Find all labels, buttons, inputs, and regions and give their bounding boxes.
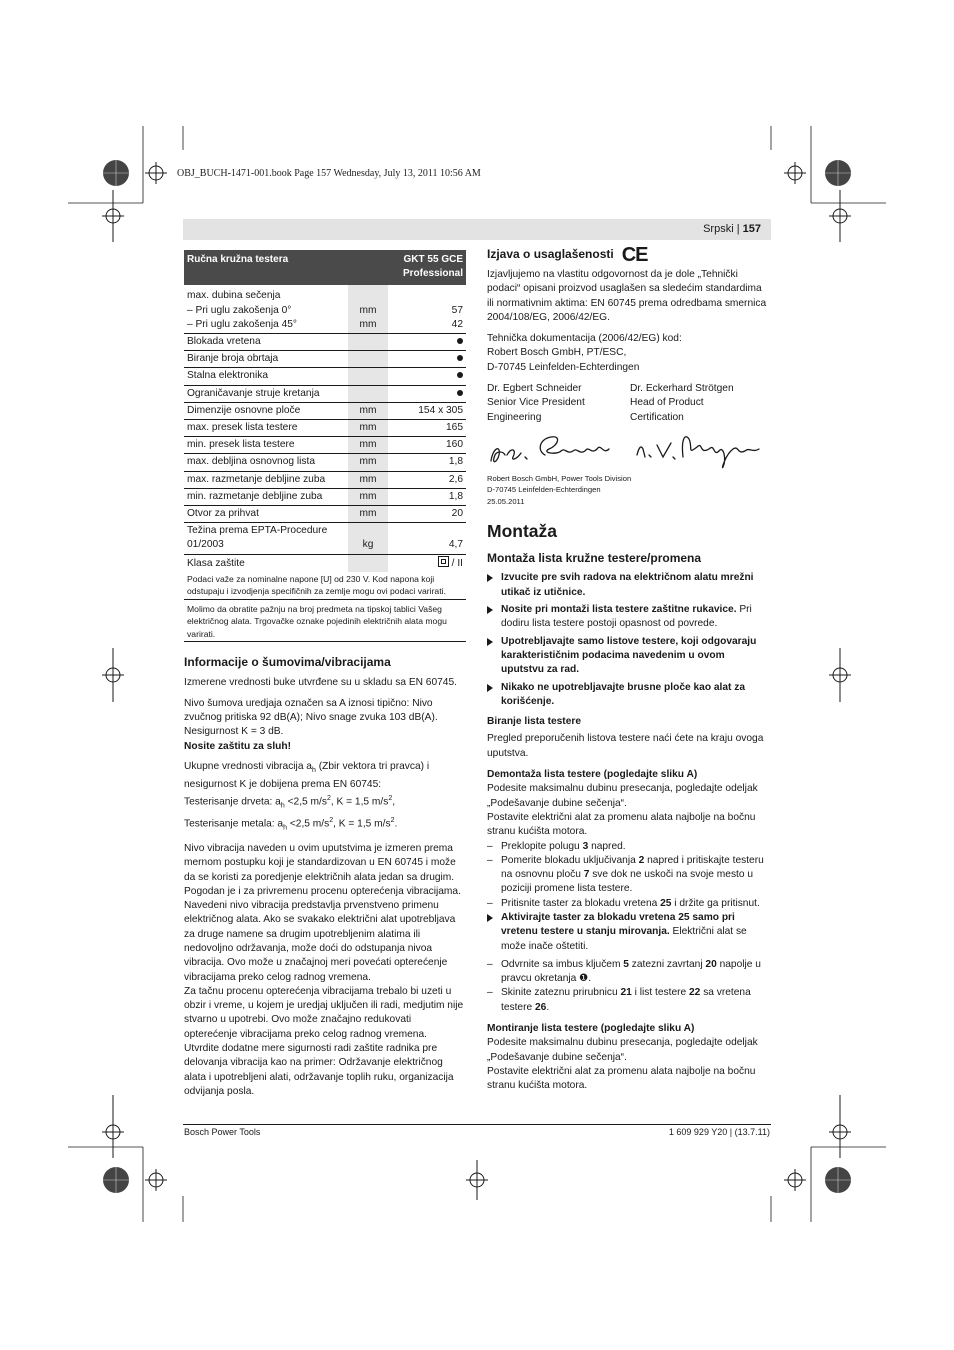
spec-row-speed-preselection: Biranje broja obrtaja <box>184 351 466 368</box>
removal-step-depth: Podesite maksimalnu dubinu presecanja, pogledajte odeljak „Podešavanje dubine sečenja“. <box>487 783 758 809</box>
spec-table-header <box>184 250 466 285</box>
footer-doc-number: 1 609 929 Y20 | (13.7.11) <box>668 1127 770 1137</box>
noise-p5: Nivo vibracija naveden u ovim uputstvima je izmeren prema mernom postupku koji je standardizovan u EN 60745 i može da se koristi za poredjenje električnih alata jedan sa drugim. Pogodan je i za privremenu procenu opterećenja vibracijama. Navedeni nivo vibracija predstavlja prvenstveno primenu električnog alata. Ako se svakako električni alat upotrebljava za druge namene sa drugim upotrebljenim alatima ili nedovoljno održavanja, može doći do odstupanja nivoa vibracija. Ovo može u značajnoj meri povećati opterećenje vibracijama preko celog radnog vremena. <box>184 842 461 983</box>
noise-p6: Za tačnu procenu opterećenja vibracijama trebalo bi uzeti u obzir i vreme, u kojem je uredjaj uključen ili radi, medjutim nije stvarno u upotrebi. Ovo može značajno redukovati opterećenje vibracijama preko celog radnog vremena. <box>184 985 464 1040</box>
footer-rule <box>183 1124 771 1125</box>
spec-row: max. razmetanje debljine zuba mm 2,6 <box>184 471 466 488</box>
conformity-heading: Izjava o usaglašenosti CE <box>487 244 648 266</box>
spec-table-title: Ručna kružna testera <box>184 250 348 285</box>
spec-row: max. debljina osnovnog lista mm 1,8 <box>184 454 466 471</box>
rotation-direction-icon: ❶ <box>579 973 589 985</box>
signatory-2: Dr. Eckerhard Strötgen Head of Product Certification <box>630 383 734 423</box>
vibration-intro: Ukupne vrednosti vibracija $a_h$ (Zbir vektora tri pravca) i nesigurnost K je dobijena prema EN 60745: <box>184 760 430 791</box>
arrow-bullet-icon <box>487 914 493 922</box>
mounting-step-position: Postavite električni alat za promenu alata najbolje na bočnu stranu kućišta motora. <box>487 1065 756 1092</box>
noise-p2: Nivo šumova uredjaja označen sa A iznosi tipično: Nivo zvučnog pritiska 92 dB(A); Nivo snage zvuka 103 dB(A). Nesigurnost K = 3 dB. <box>184 697 438 738</box>
spec-row: min. razmetanje debljine zuba mm 1,8 <box>184 488 466 505</box>
conformity-text: Izjavljujemo na vlastitu odgovornost da je dole „Tehnički podaci“ opisani proizvod usaglašen sa sledećim standardima ili normativnim aktima: EN 60745 prema odredbama smernica 2004/108/EG, 2006/42/EG. <box>487 269 767 323</box>
feature-dot-icon <box>457 372 463 378</box>
arrow-bullet-icon <box>487 684 493 692</box>
spec-row: Otvor za prihvat mm 20 <box>184 506 466 523</box>
mounting-step-depth: Podesite maksimalnu dubinu presecanja, pogledajte odeljak „Podešavanje dubine sečenja“. <box>487 1037 758 1063</box>
signatories <box>487 382 770 425</box>
warning-gloves: Nosite pri montaži lista testere zaštitne rukavice. Pri dodiru lista testere postoji opasnost od povrede. <box>487 603 770 632</box>
spec-row-spindle-lock: Blokada vretena <box>184 334 466 351</box>
handwritten-signatures <box>487 425 770 473</box>
warning-blades: Upotrebljavajte samo listove testere, koji odgovaraju karakterističnim podacima navedenim u ovom uputstvu za rad. <box>487 635 770 678</box>
page-header <box>183 219 771 240</box>
removal-step: – Odvrnite sa imbus ključem 5 zatezni zavrtanj 20 napolje u pravcu okretanja ❶. <box>487 958 761 985</box>
noise-heading: Informacije o šumovima/vibracijama <box>184 655 391 670</box>
spec-row-protection-class: Klasa zaštite / II <box>184 554 466 572</box>
warning-grinding-discs: Nikako ne upotrebljavajte brusne ploče kao alat za korišćenje. <box>487 681 770 710</box>
heading-blade-choice: Biranje lista testere <box>487 716 581 728</box>
technical-documentation: Tehnička dokumentacija (2006/42/EG) kod: Robert Bosch GmbH, PT/ESC, D-70745 Leinfelden-Echterdingen <box>487 333 682 373</box>
page-header-text <box>703 223 761 235</box>
protection-class-icon <box>438 556 449 567</box>
noise-p1: Izmerene vrednosti buke utvrđene su u skladu sa EN 60745. <box>184 677 457 689</box>
heading-blade-mounting: Montiranje lista testere (pogledajte sliku A) <box>487 1023 695 1035</box>
left-column <box>184 250 466 1099</box>
section-name: Srpski <box>703 223 734 235</box>
company-info: Robert Bosch GmbH, Power Tools Division D-70745 Leinfelden-Echterdingen 25.05.2011 <box>487 473 632 506</box>
signatory-1: Dr. Egbert Schneider Senior Vice President Engineering <box>487 383 585 423</box>
spec-note-voltage: Podaci važe za nominalne napone [U] od 230 V. Kod napona koji odstupaju i izvodjenja specifičnih za zemlje mogu ovi podaci varirati. <box>184 572 466 600</box>
section-heading-montaza: Montaža <box>487 521 557 542</box>
subsection-heading: Montaža lista kružne testere/promena <box>487 551 702 566</box>
arrow-bullet-icon <box>487 638 493 646</box>
header-separator: | <box>733 223 743 235</box>
spec-row-depth: max. dubina sečenja – Pri uglu zakošenja 0° – Pri uglu zakošenja 45° mm mm 57 42 <box>184 285 466 333</box>
arrow-bullet-icon <box>487 606 493 614</box>
vibration-metal: Testerisanje metala: $a_h <2,5$ $m/s^2$, K = 1,5 $m/s^2$. <box>184 817 398 832</box>
feature-dot-icon <box>457 355 463 361</box>
noise-p7: Utvrdite dodatne mere sigurnosti radi zaštite radnika pre delovanja vibracija kao na primer: Održavanje električnog alata i upotrebljeni alati, održavanje toplih ruku, organizacija odvijanja posla. <box>184 1043 454 1097</box>
spec-row-constant-electronics: Stalna elektronika <box>184 368 466 385</box>
warning-unplug: Izvucite pre svih radova na električnom alatu mrežni utikač iz utičnice. <box>487 571 770 600</box>
hearing-protection-warning: Nosite zaštitu za sluh! <box>184 740 291 752</box>
spec-row-starting-current-limit: Ograničavanje struje kretanja <box>184 385 466 402</box>
right-column <box>487 244 770 1094</box>
feature-dot-icon <box>457 390 463 396</box>
feature-dot-icon <box>457 338 463 344</box>
spec-table-model: GKT 55 GCE Professional <box>388 250 466 285</box>
blade-choice-text: Pregled preporučenih listova testere naći ćete na kraju ovoga uputstva. <box>487 733 764 759</box>
spec-row: Dimenzije osnovne ploče mm 154 x 305 <box>184 402 466 419</box>
removal-step: – Pomerite blokadu uključivanja 2 napred i pritiskajte testeru na osnovnu ploču 7 sve dok ne uskoči na svoje mesto u poziciji promene lista testere. <box>487 854 764 895</box>
warning-spindle-lock: Aktivirajte taster za blokadu vretena 25 samo pri vretenu testere u stanju mirovanja. Električni alat se može inače oštetiti. <box>487 911 770 954</box>
removal-step: – Pritisnite taster za blokadu vretena 25 i držite ga pritisnut. <box>487 897 760 909</box>
page-number: 157 <box>742 223 761 235</box>
spec-row: max. presek lista testere mm 165 <box>184 420 466 437</box>
removal-step: – Preklopite polugu 3 napred. <box>487 840 626 852</box>
spec-row: min. presek lista testere mm 160 <box>184 437 466 454</box>
removal-step: – Skinite zateznu prirubnicu 21 i list testere 22 sa vretena testere 26. <box>487 987 751 1013</box>
vibration-wood: Testerisanje drveta: $a_h <2,5$ $m/s^2$, K = 1,5 $m/s^2$, <box>184 795 396 810</box>
footer-brand: Bosch Power Tools <box>184 1127 261 1137</box>
heading-blade-removal: Demontaža lista testere (pogledajte sliku A) <box>487 769 698 781</box>
spec-note-article-number: Molimo da obratite pažnju na broj predmeta na tipskoj tablici Vašeg električnog alata. Trgovačke oznake pojedinih električnih alata mogu varirati. <box>184 600 466 643</box>
spec-table <box>184 250 466 572</box>
removal-step-position: Postavite električni alat za promenu alata najbolje na bočnu stranu kućišta motora. <box>487 811 756 838</box>
book-info-line: OBJ_BUCH-1471-001.book Page 157 Wednesday, July 13, 2011 10:56 AM <box>177 168 481 179</box>
ce-mark-icon: CE <box>621 244 648 266</box>
arrow-bullet-icon <box>487 574 493 582</box>
spec-row-weight: Težina prema EPTA-Procedure 01/2003 kg 4,7 <box>184 523 466 554</box>
